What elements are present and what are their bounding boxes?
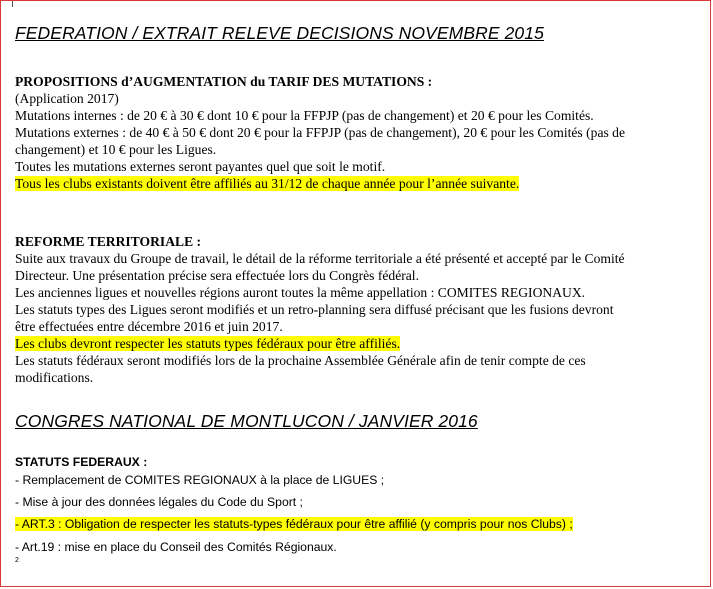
statuts-item: - Art.19 : mise en place du Conseil des Comités Régionaux. <box>15 540 337 554</box>
statuts-highlight-item <box>15 516 573 532</box>
mutations-line: Toutes les mutations externes seront payantes quel que soit le motif. <box>15 159 386 174</box>
reforme-line: être effectuées entre décembre 2016 et juin 2017. <box>15 319 283 334</box>
statuts-heading: STATUTS FEDERAUX : <box>15 455 148 469</box>
mutations-highlight-line <box>15 176 519 192</box>
mutations-line: Mutations internes : de 20 € à 30 € dont 10 € pour la FFPJP (pas de changement) et 20 € pour les Comités. <box>15 108 594 123</box>
statuts-item: - Mise à jour des données légales du Code du Sport ; <box>15 495 303 509</box>
highlight: Tous les clubs existants doivent être affiliés au 31/12 de chaque année pour l’année suivante. <box>15 176 520 191</box>
reforme-line: Les statuts fédéraux seront modifiés lors de la prochaine Assemblée Générale afin de tenir compte de ces <box>15 353 586 368</box>
section-title-congres: CONGRES NATIONAL DE MONTLUCON / JANVIER 2016 <box>15 411 478 431</box>
corner-mark <box>12 1 13 7</box>
section-title-federation: FEDERATION / EXTRAIT RELEVE DECISIONS NOVEMBRE 2015 <box>15 23 544 43</box>
mutations-line: changement) et 10 € pour les Ligues. <box>15 142 217 157</box>
mutations-line: Mutations externes : de 40 € à 50 € dont 20 € pour la FFPJP (pas de changement), 20 € pour les Comités (pas de <box>15 125 625 140</box>
reforme-line: Suite aux travaux du Groupe de travail, le détail de la réforme territoriale a été présenté et accepté par le Comité <box>15 251 625 266</box>
highlight: - ART.3 : Obligation de respecter les statuts-types fédéraux pour être affilié (y compris pour nos Clubs) ; <box>15 517 573 531</box>
mutations-line: (Application 2017) <box>15 91 119 106</box>
highlight: Les clubs devront respecter les statuts types fédéraux pour être affiliés. <box>15 336 401 351</box>
mutations-heading: PROPOSITIONS d’AUGMENTATION du TARIF DES MUTATIONS : <box>15 74 433 89</box>
reforme-highlight-line <box>15 336 400 352</box>
statuts-item: - Remplacement de COMITES REGIONAUX à la place de LIGUES ; <box>15 473 385 487</box>
footnote-number: 2 <box>15 557 19 564</box>
reforme-line: Directeur. Une présentation précise sera effectuée lors du Congrès fédéral. <box>15 268 419 283</box>
reforme-line: Les statuts types des Ligues seront modifiés et un retro-planning sera diffusé précisant que les fusions devront <box>15 302 614 317</box>
reforme-heading: REFORME TERRITORIALE : <box>15 234 202 249</box>
reforme-line: modifications. <box>15 370 94 385</box>
reforme-line: Les anciennes ligues et nouvelles régions auront toutes la même appellation : COMITES REGIONAUX. <box>15 285 586 300</box>
